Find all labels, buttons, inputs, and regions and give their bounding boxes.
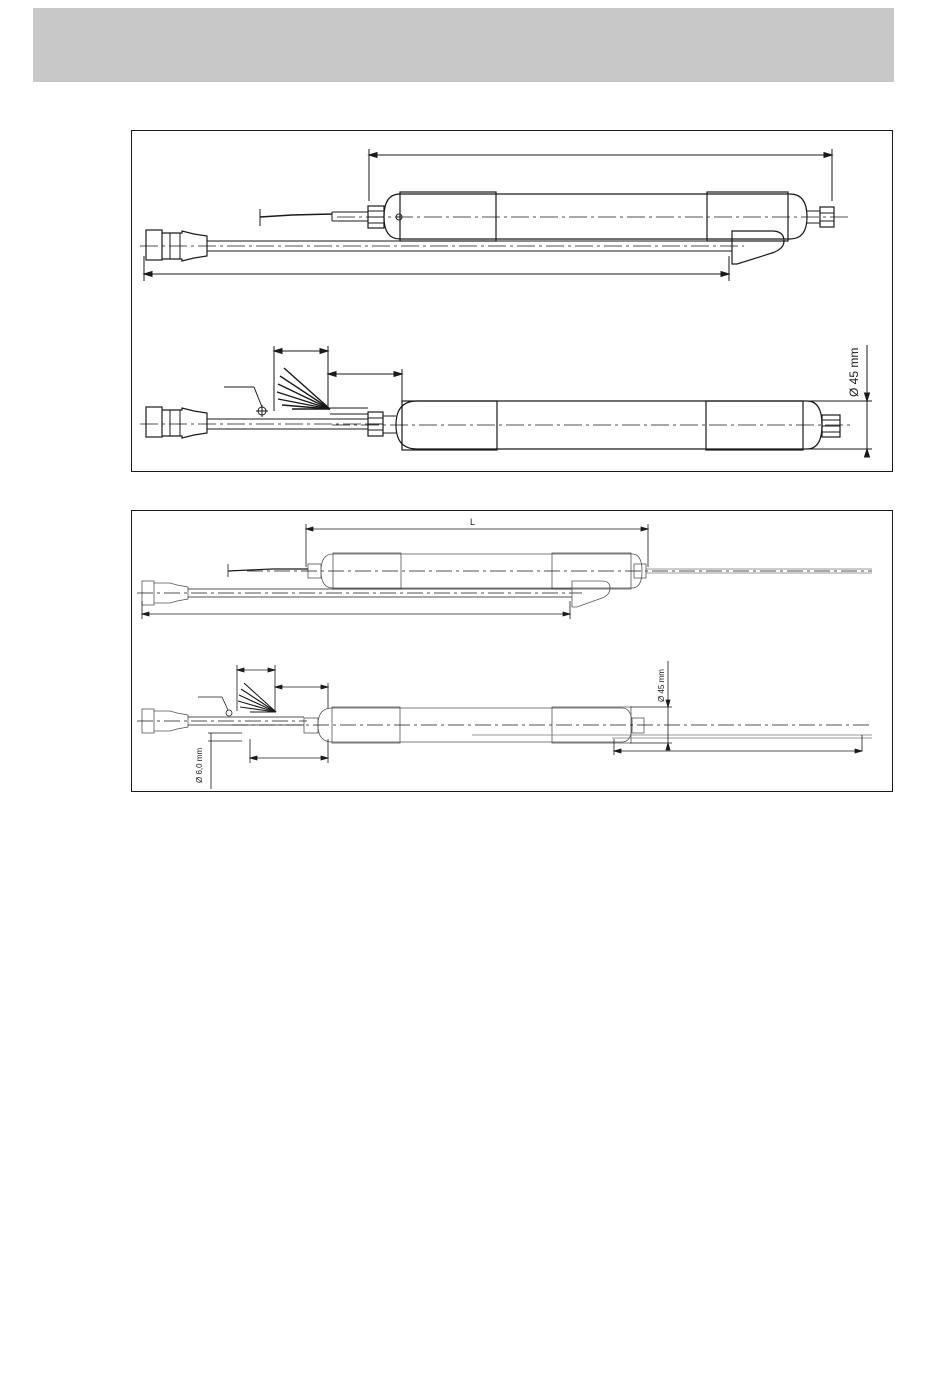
- drawing-panel-top: [131, 130, 893, 472]
- weight-sleeve-left: [402, 401, 497, 450]
- connector-body: [162, 408, 207, 438]
- dim-cable-diameter-label: Ø 6,0 mm: [195, 747, 204, 783]
- holder-bracket: [732, 231, 784, 264]
- header-band: [33, 8, 894, 82]
- sensor-tube: [384, 194, 807, 239]
- weight-sleeve-right: [706, 401, 803, 450]
- dim-diameter-label: Ø 45 mm: [847, 347, 861, 397]
- arrow-head: [144, 272, 152, 277]
- dim-length-label: L: [470, 517, 476, 527]
- fitting-nut-left: [304, 718, 318, 733]
- arrow-head: [721, 272, 729, 277]
- connector-plug: [146, 407, 162, 437]
- upper-view-cable: [140, 230, 784, 281]
- arrow-head: [369, 153, 377, 158]
- arrow-head: [824, 153, 832, 158]
- upper-view-bottom: [228, 524, 872, 589]
- lower-view-bottom-cable: [137, 709, 307, 733]
- marker-circle-icon: [226, 710, 232, 716]
- weight-sleeve-right: [707, 192, 788, 241]
- lower-view-cable: [140, 407, 372, 438]
- lower-view-top: [224, 345, 872, 457]
- connector-plug: [146, 230, 162, 260]
- weight-sleeve-left: [400, 192, 496, 241]
- upper-view-bottom-cable: [137, 581, 610, 619]
- holder-bracket: [572, 581, 610, 607]
- drawing-top-svg: [132, 131, 892, 471]
- fitting-nut-right: [632, 718, 644, 733]
- dim-diameter-label: Ø 45 mm: [657, 669, 666, 702]
- drawing-bottom-svg: [132, 511, 892, 791]
- drawing-panel-bottom: [131, 510, 893, 792]
- upper-view-top: [260, 149, 850, 241]
